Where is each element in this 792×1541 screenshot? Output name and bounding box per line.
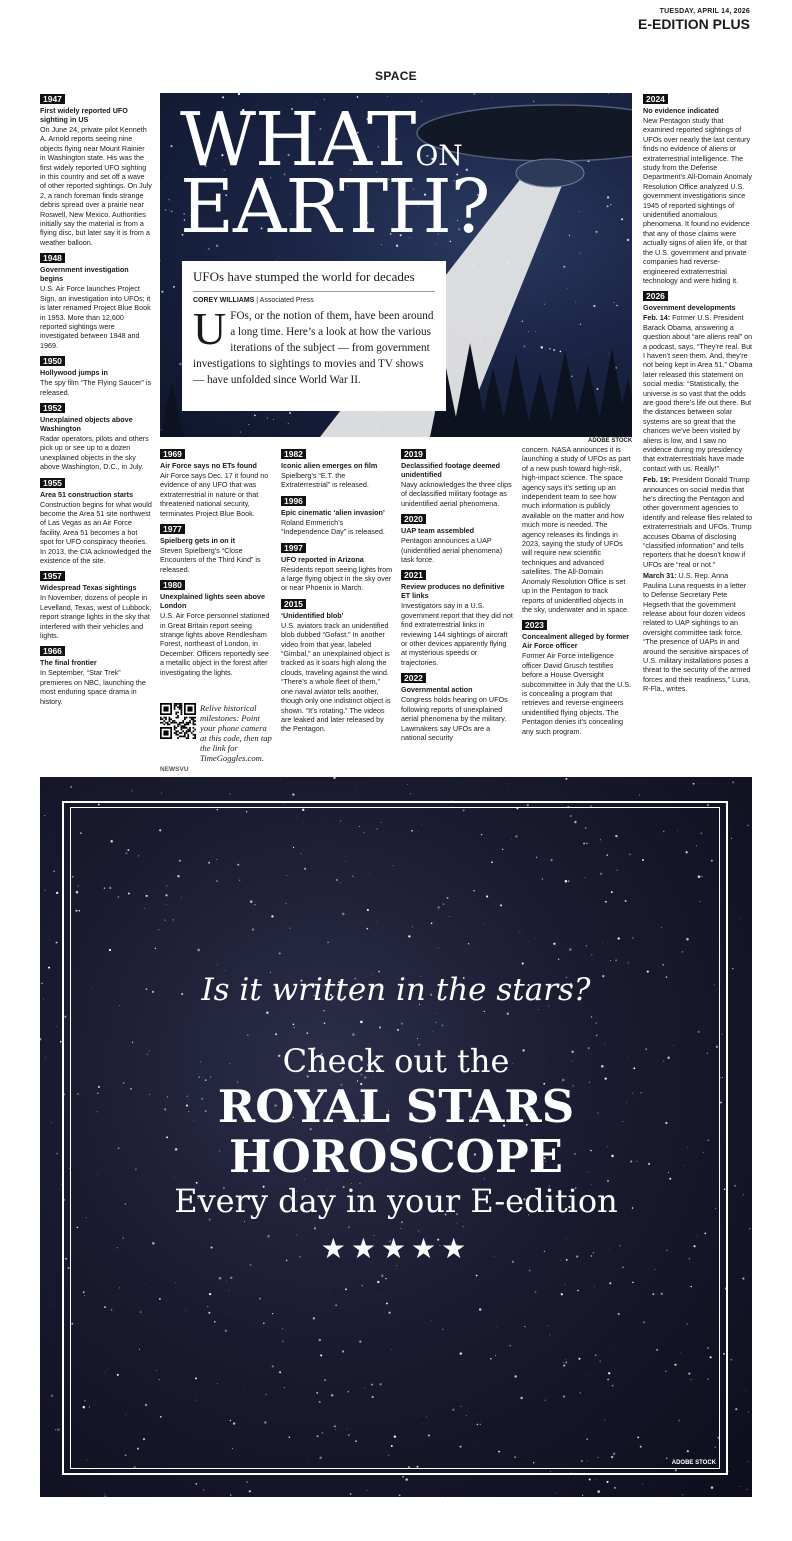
entry-text: On June 24, private pilot Kenneth A. Arnold reports seeing nine objects flying near Mount Rainier in Washington state. His was the first widely reported UFO sighting in this country and set off a wave of other reported sightings. On July 2, a ranch foreman finds strange debris spread over a prairie near Roswell, New Mexico. Authorities initially say the material is from a flying disc, but later say it is from a weather balloon. — [40, 125, 152, 247]
drop-cap: U — [193, 303, 227, 354]
entry-text: Pentagon announces a UAP (unidentified aerial phenomena) task force. — [401, 536, 503, 565]
byline-org: | Associated Press — [254, 297, 314, 304]
entry-body — [401, 601, 513, 667]
entry-text: The spy film “The Flying Saucer” is released. — [40, 378, 152, 397]
ad-subtitle: Every day in your E-edition — [174, 1182, 618, 1220]
entry-body — [401, 695, 513, 742]
entry-body — [40, 668, 152, 706]
entry-heading: Air Force says no ETs found — [160, 461, 257, 470]
entry-heading: Hollywood jumps in — [40, 368, 108, 378]
entry-text: Former U.S. President Barack Obama, answering a question about “are aliens real” on a podcast, says, “They’re real. But I haven’t seen them. And, they’re not being kept in Area 51.” Obama later released this statement on social media: “Statistically, the universe is so vast that the odds are good there’s life out there. But the distances between solar systems are so great that the chances we’ve been visited by aliens is low, and I saw no evidence during my presidency that extraterrestrials have made contact with us. Really!” — [643, 313, 753, 473]
year-badge: 2021 — [401, 570, 426, 580]
year-badge: 2024 — [643, 94, 668, 104]
entry-heading: Spielberg gets in on it — [160, 536, 236, 546]
year-badge: 1952 — [40, 403, 65, 413]
byline — [193, 297, 435, 304]
timeline-entry — [40, 474, 152, 566]
entry-body — [643, 313, 753, 473]
entry-body — [40, 378, 152, 397]
ad-credit: ADOBE STOCK — [671, 1460, 716, 1466]
entry-text: Air Force says Dec. 17 it found no evidence of any UFO that was extraterrestrial in nature or that threatened national security, terminates Project Blue Book. — [160, 471, 269, 518]
timeline-entry — [643, 90, 753, 285]
entry-body — [40, 593, 152, 640]
entry-heading: First widely reported UFO sighting in US — [40, 106, 128, 124]
entry-heading: Government developments — [643, 303, 736, 313]
ad-title-line-1: ROYAL STARS — [217, 1080, 575, 1133]
year-badge: 1957 — [40, 571, 65, 581]
timeline-column-5 — [522, 445, 632, 738]
entry-date-lead: March 31: — [643, 571, 677, 581]
timeline-entry — [160, 520, 272, 574]
entry-body — [281, 565, 393, 593]
entry-heading: UFO reported in Arizona — [281, 554, 364, 564]
timeline-entry — [522, 445, 632, 614]
entry-text: Steven Spielberg’s “Close Encounters of the Third Kind” is released. — [160, 546, 261, 574]
entry-text: concern. NASA announces it is launching a study of UFOs as part of a new push toward high-risk, high-impact science. The space agency says it’s setting up an independent team to see how much information is publicly available on the matter and how much more is needed. The agency releases its findings in 2023, saying the study of UFOs will require new scientific techniques and advanced satellites. The All-Domain Anomaly Resolution Office is set up in the Pentagon to track reports of unidentified objects in the sky, underwater and in space. — [522, 445, 631, 614]
entry-body — [522, 445, 632, 614]
year-badge: 1982 — [281, 449, 306, 459]
year-badge: 1966 — [40, 646, 65, 656]
timeline-column-1 — [40, 90, 152, 708]
entry-heading: Iconic alien emerges on film — [281, 461, 378, 470]
timeline-entry — [401, 445, 513, 508]
timeline-entry — [401, 510, 513, 564]
section-label: SPACE — [375, 69, 417, 83]
year-badge: 2020 — [401, 514, 426, 524]
issue-date: TUESDAY, APRIL 14, 2026 — [659, 8, 750, 15]
hero-credit: ADOBE STOCK — [588, 438, 633, 444]
timeline-column-2 — [160, 445, 272, 679]
entry-text: Roland Emmerich’s “Independence Day” is released. — [281, 517, 385, 537]
lede-text: FOs, or the notion of them, have been around a long time. Here’s a look at how the various iterations of the subject — from government investigations to sightings to movies and TV shows — have unfolded since World War II. — [193, 310, 434, 386]
entry-text: Investigators say in a U.S. government report that they did not find extraterrestrial links in reviewing 144 sightings of aircraft or other devices apparently flying at mysterious speeds or trajectories. — [401, 601, 513, 667]
entry-body — [643, 475, 753, 569]
year-badge: 1947 — [40, 94, 65, 104]
entry-heading: Unexplained objects above Washington — [40, 414, 133, 433]
article-intro — [182, 261, 446, 411]
edition-name: E-EDITION PLUS — [637, 16, 750, 32]
entry-heading: No evidence indicated — [643, 106, 719, 115]
entry-text: Residents report seeing lights from a large flying object in the sky over or near Phoenix in March. — [281, 564, 393, 593]
entry-body — [643, 116, 753, 285]
entry-text: U.S. Air Force personnel stationed in Great Britain report seeing strange lights above Rendlesham Forest, northeast of London, in December. Officers reportedly see a metallic object in the forest after investigating the lights. — [160, 611, 270, 677]
year-badge: 1997 — [281, 543, 306, 553]
entry-body — [281, 471, 393, 490]
lede — [193, 303, 435, 388]
entry-heading: Epic cinematic ‘alien invasion’ — [281, 507, 385, 517]
entry-text: Radar operators, pilots and others pick up or see up to a dozen unexplained objects in the sky above Washington, D.C., in July. — [40, 433, 149, 472]
entry-text: President Donald Trump announces on social media that he’s directing the Pentagon and other government agencies to identify and release files related to extraterrestrials and UFOs. Trump accuses Obama of disclosing “classified information” and tells reporters that he doesn’t know if UFOs are “real or not.” — [643, 475, 753, 569]
timeline-entry — [401, 669, 513, 742]
entry-text: U.S. Air Force launches Project Sign, an investigation into UFOs; it is later renamed Project Blue Book in 1953. More than 12,600 reported sightings were investigated between 1948 and 1969. — [40, 284, 151, 350]
entry-heading: Government investigation begins — [40, 265, 129, 284]
entry-body — [160, 471, 272, 518]
entry-text: U.S. Rep. Anna Paulina Luna requests in a letter to Defense Secretary Pete Hegseth that the government release about four dozen videos related to UAP sightings to an oversight committee task force. “The presence of UAPs in and around the sensitive airspaces of U.S. military installations poses a threat to the security of the armed forces and their readiness,” Luna, R-Fla., writes. — [643, 571, 751, 694]
entry-body — [160, 611, 272, 677]
entry-text: Construction begins for what would become the Area 51 site northwest of Las Vegas as an Air Force facility. Area 51 becomes a hot spot for UFO conspiracy theories. In 2013, the CIA acknowledged the existence of the site. — [40, 499, 152, 565]
entry-body — [40, 284, 152, 350]
entry-date-lead: Feb. 19: — [643, 475, 671, 485]
timeline-entry — [643, 475, 753, 569]
entry-heading: ‘Unidentified blob’ — [281, 610, 344, 620]
qr-text-body: Relive historical milestones: Point your phone camera at this code, then tap the link for TimeGoggles.com. — [200, 703, 272, 763]
entry-body — [281, 518, 393, 537]
year-badge: 2022 — [401, 673, 426, 683]
entry-body — [40, 434, 152, 472]
ad-title-line-2: HOROSCOPE — [229, 1130, 563, 1183]
qr-code-icon[interactable] — [160, 703, 196, 739]
rating-stars-icon: ★★★★★ — [320, 1232, 472, 1265]
year-badge: 1950 — [40, 356, 65, 366]
newsvu-logo: NEWSVU — [160, 766, 189, 773]
byline-name: COREY WILLIAMS — [193, 297, 255, 304]
entry-heading: Review produces no definitive ET links — [401, 582, 505, 601]
entry-body — [522, 651, 632, 736]
entry-text: New Pentagon study that examined reported sightings of UFOs over nearly the last century finds no evidence of aliens or extraterrestrial intelligence. The study from the Defense Department’s All-Domain Anomaly Resolution Office analyzed U.S. government investigations since 1945 of reported sightings of unidentified anomalous phenomena. It found no evidence that any of those claims were actually signs of alien life, or that the U.S. government and private companies had reverse-engineered extraterrestrial technology and were hiding it. — [643, 116, 752, 285]
horoscope-ad[interactable] — [40, 777, 752, 1497]
timeline-entry — [643, 287, 753, 473]
entry-text: In September, “Star Trek” premieres on NBC, launching the most enduring space drama in history. — [40, 668, 146, 706]
year-badge: 1977 — [160, 524, 185, 534]
timeline-entry — [281, 445, 393, 490]
timeline-entry — [281, 539, 393, 593]
entry-text: Congress holds hearing on UFOs following reports of unexplained aerial phenomena by the military. Lawmakers say UFOs are a national security — [401, 695, 508, 742]
ad-check-out: Check out the — [282, 1042, 510, 1080]
entry-text: Spielberg’s “E.T. the Extraterrestrial” is released. — [281, 471, 369, 490]
timeline-column-3 — [281, 445, 393, 736]
headline-line-2: EARTH? — [180, 163, 490, 250]
timeline-entry — [160, 576, 272, 677]
timeline-entry — [522, 616, 632, 736]
year-badge: 1948 — [40, 253, 65, 263]
timeline-entry — [40, 642, 152, 706]
entry-body — [643, 571, 753, 693]
entry-heading: Governmental action — [401, 685, 473, 695]
timeline-entry — [40, 249, 152, 350]
masthead — [638, 8, 750, 32]
qr-promo[interactable] — [160, 703, 274, 775]
headline-on: ON — [415, 139, 463, 172]
timeline-entry — [40, 399, 152, 472]
entry-heading: Area 51 construction starts — [40, 489, 134, 499]
timeline-column-4 — [401, 445, 513, 744]
subheadline: UFOs have stumped the world for decades — [193, 269, 435, 292]
entry-heading: Unexplained lights seen above London — [160, 592, 266, 611]
entry-body — [40, 125, 152, 247]
timeline-entry — [281, 492, 393, 537]
year-badge: 2026 — [643, 291, 668, 301]
entry-heading: Concealment alleged by former Air Force officer — [522, 632, 630, 651]
timeline-entry — [643, 571, 753, 693]
entry-body — [40, 500, 152, 566]
entry-heading: Widespread Texas sightings — [40, 583, 137, 593]
year-badge: 2015 — [281, 599, 306, 609]
year-badge: 1969 — [160, 449, 185, 459]
year-badge: 2023 — [522, 620, 547, 630]
ufo-dome — [516, 159, 584, 187]
entry-text: Navy acknowledges the three clips of declassified military footage as unidentified aerial phenomena. — [401, 480, 512, 508]
entry-heading: UAP team assembled — [401, 526, 474, 536]
timeline-entry — [40, 567, 152, 640]
entry-text: U.S. aviators track an unidentified blob dubbed “Gofast.” In another video from that year, labeled “Gimbal,” an unexplained object is tracked as it soars high along the clouds, traveling against the wind. “There’s a whole fleet of them,” one naval aviator tells another, though only one indistinct object is shown. “It’s rotating.” The videos are leaked and later released by the Pentagon. — [281, 620, 391, 734]
entry-text: In November, dozens of people in Levelland, Texas, west of Lubbock, report strange lights in the sky that interfered with their vehicles and lights. — [40, 593, 152, 641]
entry-body — [401, 480, 513, 508]
timeline-entry — [160, 445, 272, 518]
year-badge: 1996 — [281, 496, 306, 506]
timeline-entry — [281, 595, 393, 734]
entry-body — [401, 536, 513, 564]
year-badge: 1955 — [40, 478, 65, 488]
entry-date-lead: Feb. 14: — [643, 313, 671, 323]
entry-heading: The final frontier — [40, 658, 97, 668]
headline — [180, 97, 490, 250]
timeline-column-6 — [643, 90, 753, 696]
headline-line-1: WHAT — [180, 97, 416, 183]
timeline-entry — [40, 90, 152, 247]
timeline-entry — [40, 352, 152, 397]
entry-heading: Declassified footage deemed unidentified — [401, 461, 501, 479]
entry-body — [160, 546, 272, 574]
ad-tagline: Is it written in the stars? — [201, 972, 591, 1008]
year-badge: 2019 — [401, 449, 426, 459]
year-badge: 1980 — [160, 580, 185, 590]
timeline-entry — [401, 566, 513, 667]
entry-body — [281, 621, 393, 734]
entry-text: Former Air Force intelligence officer David Grusch testifies before a House Oversight subcommittee in July that the U.S. is concealing a program that retrieves and reverse-engineers unidentified flying objects. The Pentagon denies it’s concealing any such program. — [522, 651, 632, 736]
